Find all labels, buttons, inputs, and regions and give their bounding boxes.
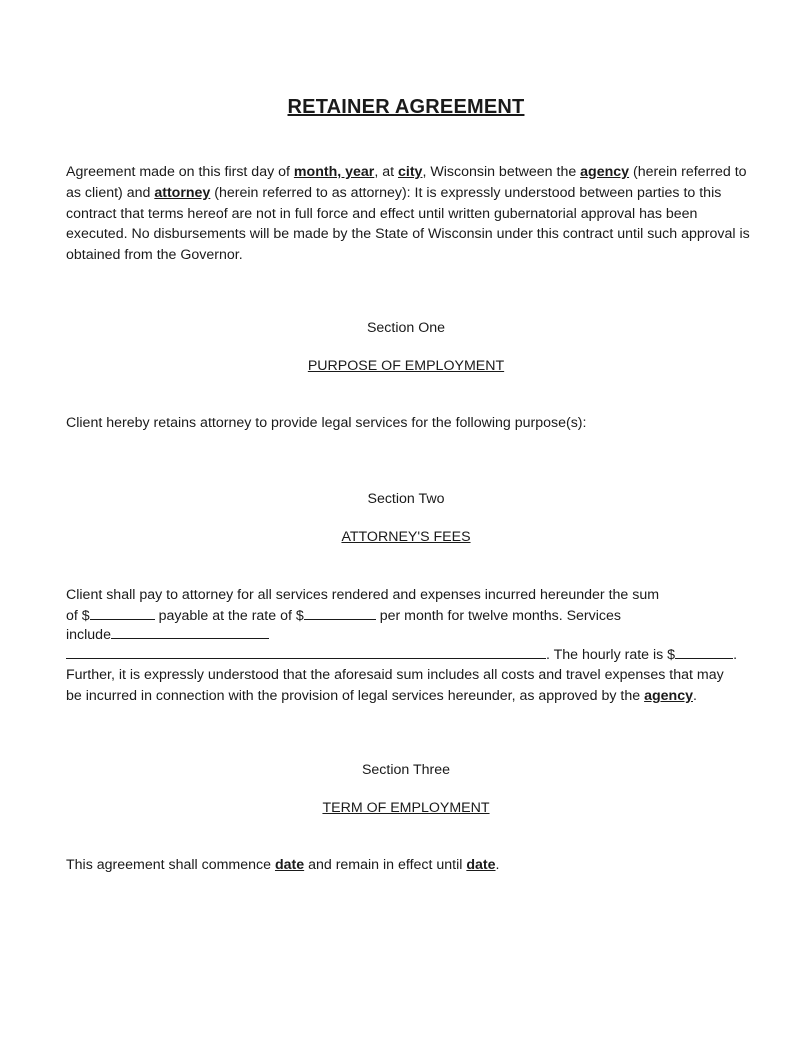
intro-text-4: (herein referred to as client) and	[66, 164, 747, 201]
fees-line-3-text: include	[66, 627, 111, 643]
fees-line-1: Client shall pay to attorney for all services rendered and expenses incurred hereunder the sum	[66, 587, 660, 603]
term-line	[66, 855, 499, 875]
intro-text-1: Agreement made on this first day of	[66, 164, 294, 180]
fees-line-5: Further, it is expressly understood that the aforesaid sum includes all costs and travel expenses that may	[66, 667, 724, 683]
services-continued-blank[interactable]	[66, 644, 546, 659]
fees-line-6-text: be incurred in connection with the provision of legal services hereunder, as approved by the	[66, 688, 645, 704]
section-two-heading-wrap	[0, 527, 812, 547]
fees-line-2-b: payable at the rate of $	[154, 608, 304, 624]
fees-line-2	[66, 605, 621, 626]
section-one-heading-wrap	[0, 356, 812, 376]
purpose-text: Client hereby retains attorney to provide legal services for the following purpose(s):	[66, 415, 587, 431]
intro-text-5: (herein referred to as attorney): It is expressly understood between parties to this contract that terms hereof are not in full force and effect until written gubernatorial approval has been executed. No disbursements will be made by the State of Wisconsin under this contract until such approval is obtained from the Governor.	[66, 184, 750, 264]
fees-line-4-text: . The hourly rate is $	[546, 647, 676, 663]
fees-line-3	[66, 624, 269, 645]
document-title: RETAINER AGREEMENT	[287, 96, 525, 118]
attorney-field: attorney	[154, 184, 211, 201]
section-one-label: Section One	[366, 320, 446, 336]
section-three-heading-wrap	[0, 798, 812, 818]
section-two-label: Section Two	[367, 491, 445, 507]
agency-field: agency	[580, 164, 630, 180]
term-text-3: .	[495, 857, 500, 873]
end-date-field: date	[466, 857, 496, 873]
term-text-1: This agreement shall commence	[66, 857, 275, 873]
sum-blank[interactable]	[90, 605, 155, 620]
start-date-field: date	[274, 857, 305, 873]
fees-line-6	[66, 686, 697, 706]
fees-line-2-a: of $	[66, 608, 90, 624]
fees-line-4-end: .	[733, 647, 738, 663]
fees-agency-field: agency	[644, 688, 693, 704]
fees-line-2-c: per month for twelve months. Services	[375, 608, 621, 624]
fees-line-4	[66, 644, 737, 665]
section-two-heading: ATTORNEY'S FEES	[341, 529, 471, 545]
monthly-rate-blank[interactable]	[304, 605, 376, 620]
fees-line-6-end: .	[693, 688, 697, 704]
section-three-label: Section Three	[361, 762, 451, 778]
month-year-field: month, year	[293, 164, 375, 180]
term-text-2: and remain in effect until	[304, 857, 467, 873]
hourly-rate-blank[interactable]	[675, 644, 733, 659]
services-blank[interactable]	[111, 624, 269, 639]
intro-text-3: , Wisconsin between the	[422, 164, 581, 180]
city-field: city	[398, 164, 423, 180]
section-three-heading: TERM OF EMPLOYMENT	[322, 800, 490, 816]
section-one-heading: PURPOSE OF EMPLOYMENT	[307, 358, 505, 374]
intro-text-2: , at	[374, 164, 398, 180]
intro-paragraph	[66, 162, 756, 266]
